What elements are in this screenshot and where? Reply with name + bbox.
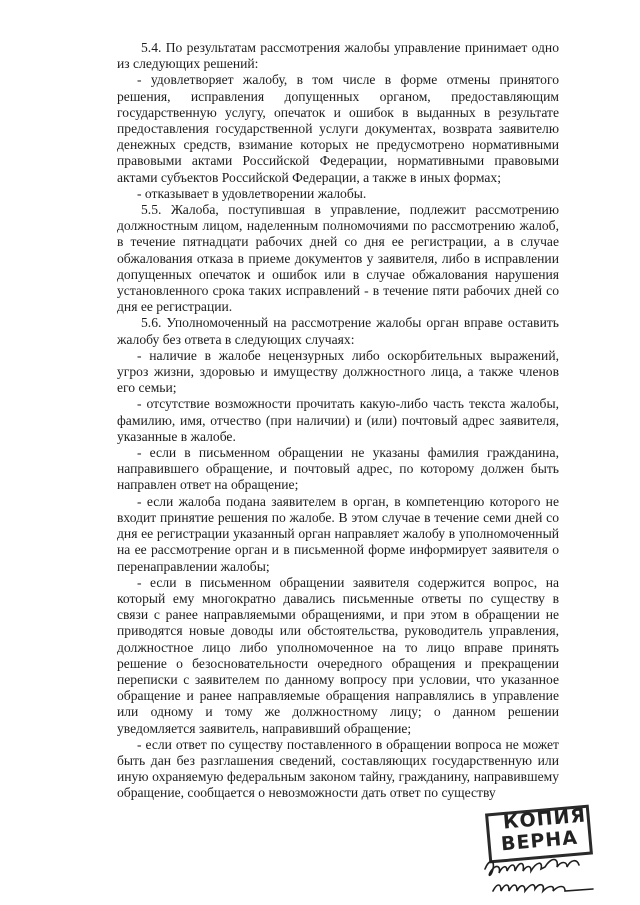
list-item-repeated: - если в письменном обращении заявителя содержится вопрос, на который ему многократно давались письменные ответы по существу в связи с ранее направляемыми обращениями, и при этом в обращении не приводятся новые доводы или обстоятельства, руководитель управления, должностное лицо либо уполномоченное на то лицо вправе принять решение о безосновательности очередного обращения и прекращении переписки с заявителем по данному вопросу при условии, что указанное обращение и ранее направляемые обращения направлялись в управление или одному и тому же должностному лицу; о данном решении уведомляется заявитель, направивший обращение; xyxy=(117,574,559,736)
list-item-no-name: - если в письменном обращении не указаны фамилия гражданина, направившего обращение, и почтовый адрес, по которому должен быть направлен ответ на обращение; xyxy=(117,445,559,493)
paragraph-5-5: 5.5. Жалоба, поступившая в управление, подлежит рассмотрению должностным лицом, наделенным полномочиями по рассмотрению жалоб, в течение пятнадцати рабочих дней со дня ее регистрации, а в случае обжалования отказа в приеме документов у заявителя, либо в исправлении допущенных опечаток и ошибок или в случае обжалования нарушения установленного срока таких исправлений - в течение пяти рабочих дней со дня ее регистрации. xyxy=(117,202,559,315)
copy-certified-stamp xyxy=(481,801,605,901)
stamp-line-1: КОПИЯ xyxy=(502,804,587,834)
handwritten-signature xyxy=(481,847,605,901)
list-item-secret: - если ответ по существу поставленного в обращении вопроса не может быть дан без разглашения сведений, составляющих государственную или иную охраняемую федеральным законом тайну, гражданину, направившему обращение, сообщается о невозможности дать ответ по существу xyxy=(117,736,559,801)
document-body xyxy=(117,40,559,802)
list-item-wrong-organ: - если жалоба подана заявителем в орган, в компетенцию которого не входит принятие решения по жалобе. В этом случае в течение семи дней со дня ее регистрации указанный орган направляет жалобу в уполномоченный на ее рассмотрение орган и в письменной форме информирует заявителя о перенаправлении жалобы; xyxy=(117,493,559,574)
stamp-line-2: ВЕРНА xyxy=(500,826,579,856)
list-item-unreadable: - отсутствие возможности прочитать какую-либо часть текста жалобы, фамилию, имя, отчество (при наличии) и (или) почтовый адрес заявителя, указанные в жалобе. xyxy=(117,396,559,444)
paragraph-5-4: 5.4. По результатам рассмотрения жалобы управление принимает одно из следующих решений: xyxy=(117,40,559,72)
list-item-satisfy: - удовлетворяет жалобу, в том числе в форме отмены принятого решения, исправления допущенных органом, предоставляющим государственную услугу, опечаток и ошибок в выданных в результате предоставления государственной услуги документах, возврата заявителю денежных средств, взимание которых не предусмотрено нормативными правовыми актами Российской Федерации, нормативными правовыми актами субъектов Российской Федерации, а также в иных формах; xyxy=(117,72,559,185)
paragraph-5-6: 5.6. Уполномоченный на рассмотрение жалобы орган вправе оставить жалобу без ответа в следующих случаях: xyxy=(117,315,559,347)
list-item-obscene: - наличие в жалобе нецензурных либо оскорбительных выражений, угроз жизни, здоровью и имуществу должностного лица, а также членов его семьи; xyxy=(117,347,559,396)
list-item-refuse: - отказывает в удовлетворении жалобы. xyxy=(137,185,367,201)
